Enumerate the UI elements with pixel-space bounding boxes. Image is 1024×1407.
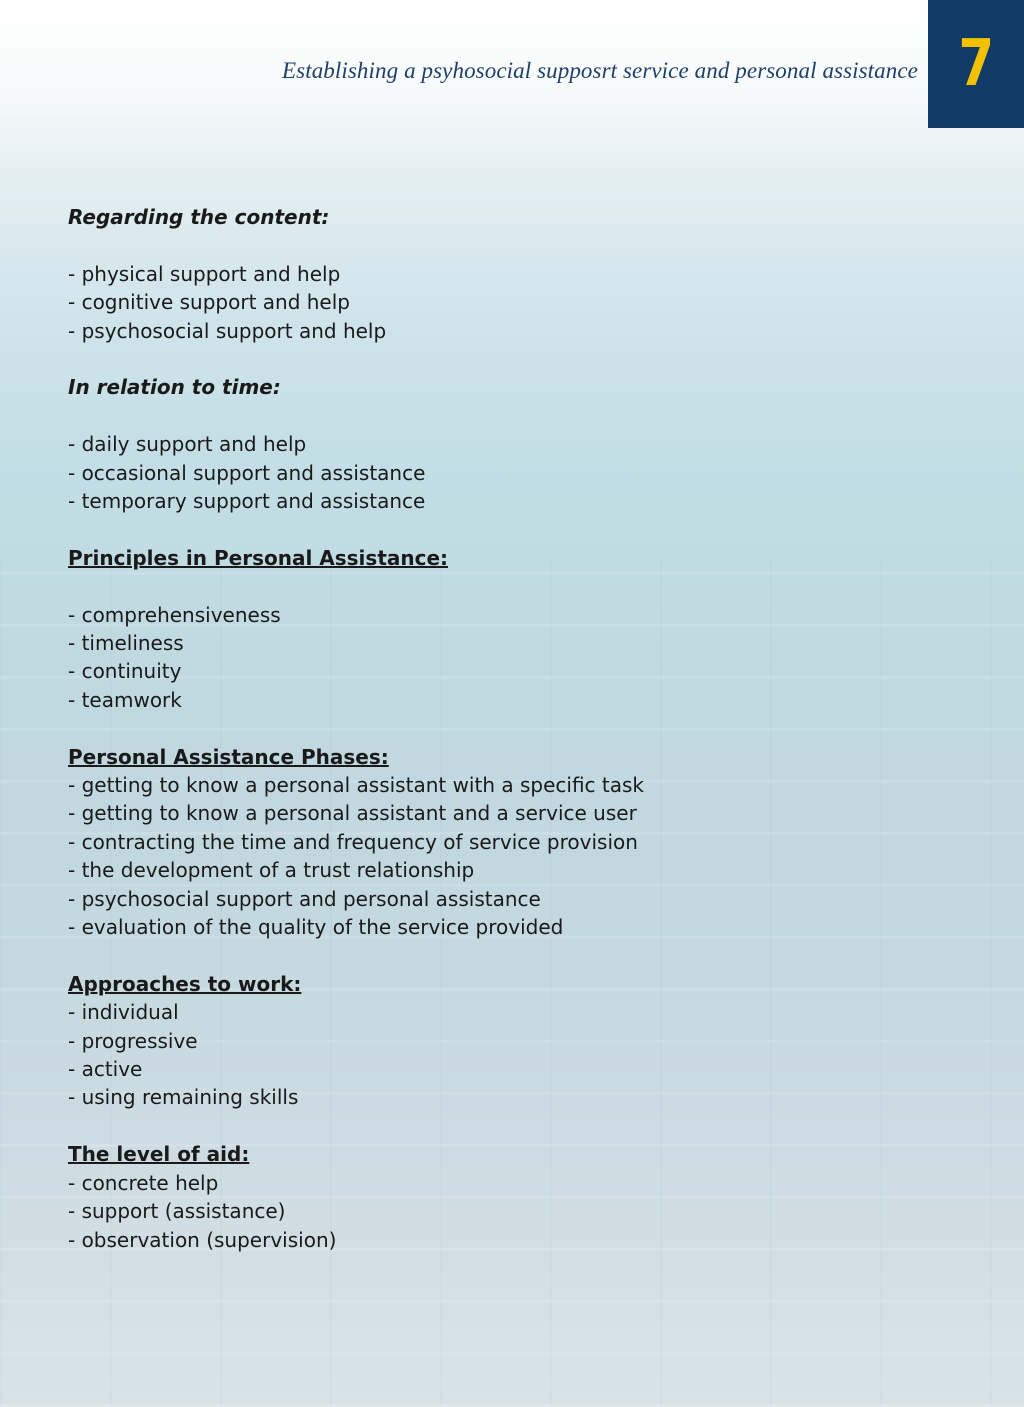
section-aid-level xyxy=(68,1140,948,1254)
section-phases xyxy=(68,743,948,942)
section-heading: In relation to time: xyxy=(68,375,281,400)
list-item: - active xyxy=(68,1057,143,1082)
list-item: - observation (supervision) xyxy=(68,1227,337,1252)
section-heading: The level of aid: xyxy=(68,1142,250,1167)
list-item: - occasional support and assistance xyxy=(68,460,426,485)
list-item: - using remaining skills xyxy=(68,1085,299,1110)
page-content xyxy=(68,203,948,1254)
section-content xyxy=(68,203,948,345)
section-principles xyxy=(68,544,948,714)
list-item: - progressive xyxy=(68,1028,198,1053)
list-item: - teamwork xyxy=(68,687,182,712)
list-item: - psychosocial support and personal assistance xyxy=(68,886,541,911)
list-item: - evaluation of the quality of the service provided xyxy=(68,915,564,940)
list-item: - psychosocial support and help xyxy=(68,318,387,343)
list-item: - temporary support and assistance xyxy=(68,489,426,514)
list-item: - timeliness xyxy=(68,631,184,656)
page-header-title: Establishing a psyhosocial supposrt service and personal assistance xyxy=(282,58,918,83)
section-heading: Personal Assistance Phases: xyxy=(68,744,389,769)
list-item: - contracting the time and frequency of service provision xyxy=(68,829,638,854)
chapter-number: 7 xyxy=(958,27,994,101)
section-heading: Approaches to work: xyxy=(68,971,302,996)
list-item: - continuity xyxy=(68,659,182,684)
list-item: - physical support and help xyxy=(68,261,341,286)
section-time xyxy=(68,373,948,515)
list-item: - the development of a trust relationship xyxy=(68,858,475,883)
list-item: - support (assistance) xyxy=(68,1199,286,1224)
chapter-badge xyxy=(928,0,1024,128)
list-item: - comprehensiveness xyxy=(68,602,281,627)
section-heading: Regarding the content: xyxy=(68,205,330,229)
list-item: - getting to know a personal assistant with a specific task xyxy=(68,773,644,798)
list-item: - individual xyxy=(68,1000,179,1025)
section-heading: Principles in Personal Assistance: xyxy=(68,545,449,570)
list-item: - concrete help xyxy=(68,1170,219,1195)
list-item: - getting to know a personal assistant and a service user xyxy=(68,801,637,826)
section-approaches xyxy=(68,970,948,1112)
list-item: - cognitive support and help xyxy=(68,290,350,315)
list-item: - daily support and help xyxy=(68,432,307,457)
